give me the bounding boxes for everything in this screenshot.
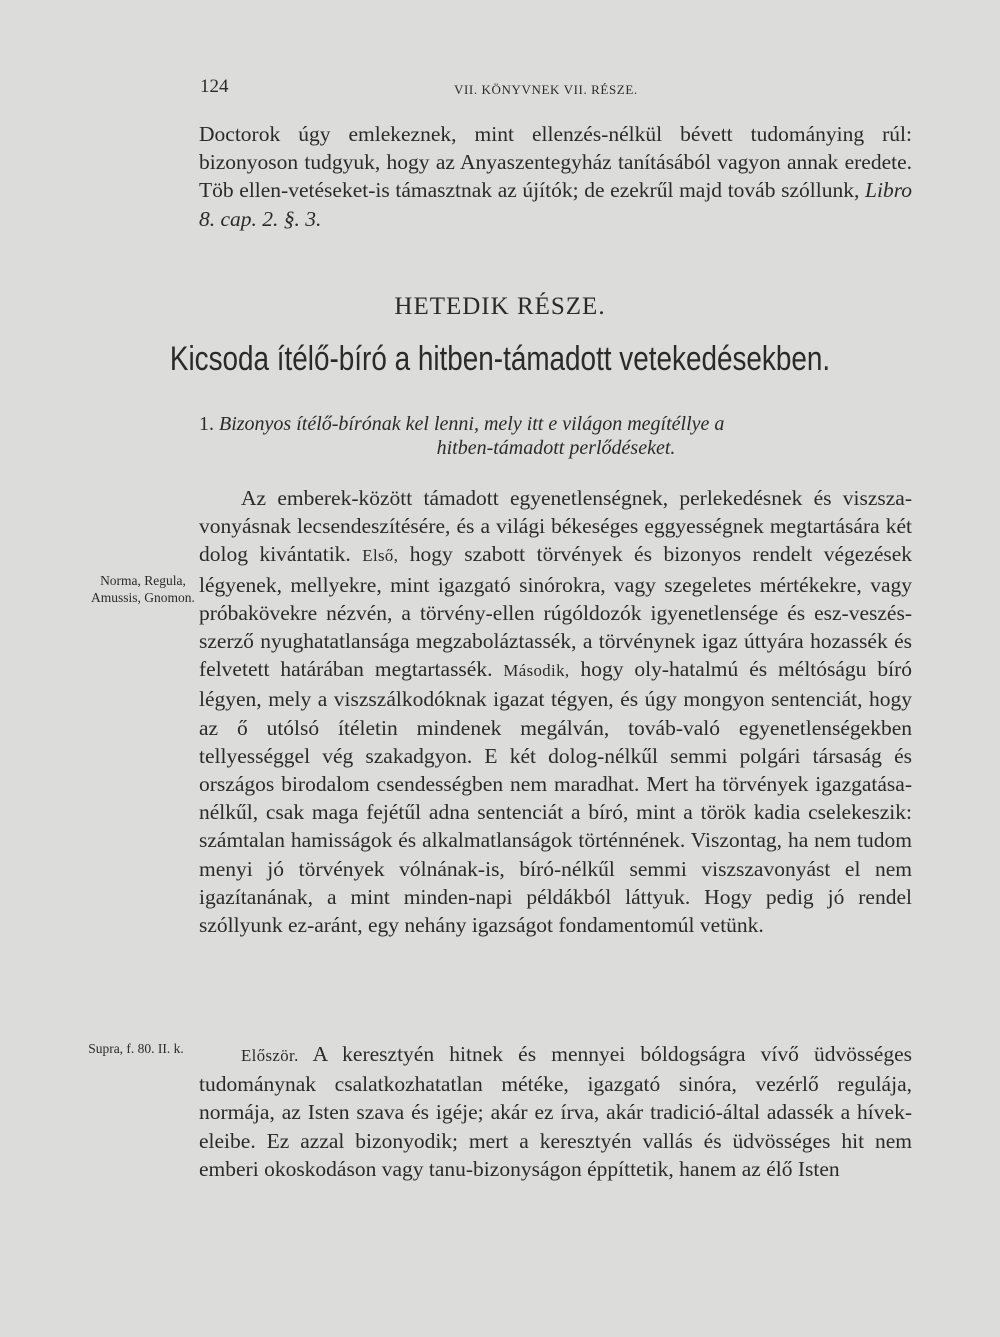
- margin-note-norma: Norma, Regula, Amussis, Gnomon.: [91, 573, 195, 605]
- margin-note-supra: Supra, f. 80. II. k.: [88, 1041, 184, 1056]
- intro-text: Doctorok úgy emlekeznek, mint ellenzés-nélkül bévett tudománying rúl: bizonyoson tudgyuk, hogy az Anyaszentegyház tanításából vagyon annak eredete. Töb ellen-vetéseket-is támasztnak az újítók; de ezekrűl majd továb szóllunk,: [199, 122, 912, 203]
- paragraph-1-part-3: hogy oly-hatalmú és méltóságu bíró légyen, mely a viszszálkodóknak igazat tégyen, és úgy mongyon sentenciát, hogy az ő utólsó ítéletin mindenek megálván, továb-való egyenetlenségekben tellyességgel vég szakadgyon. E két dolog-nélkűl semmi polgári társaság és országos birodalom csendességben nem maradhat. Mert ha törvények igazgatása-nélkűl, csak maga fejétűl adna sentenciát a bíró, mint a török kadia cselekeszik: számtalan hamisságok és alkalmatlanságok történnének. Viszontag, ha nem tudom menyi jó törvények vólnának-is, bíró-nélkűl semmi viszszavonyást el nem igazítanának, a mint minden-napi példákból láttyuk. Hogy pedig jó rendel szóllyunk ez-aránt, egy nehány igazságot fondamentomúl vetünk.: [199, 657, 912, 938]
- chapter-heading: HETEDIK RÉSZE.: [394, 293, 606, 320]
- keyword-first: Első,: [362, 546, 399, 566]
- keyword-firstly: Először.: [241, 1046, 299, 1065]
- paragraph-1-part-1: Az emberek-között támadott egyenetlenségnek, perlekedésnek és viszsza-vonyásnak lecsendeszítésére, és a világi békeséges eggyességnek megtartására két dolog kivántatik.: [199, 486, 912, 567]
- chapter-title: Kicsoda ítélő-bíró a hitben-támadott vetekedésekben.: [169, 340, 831, 378]
- intro-paragraph: [199, 120, 912, 233]
- section-heading: [199, 412, 913, 460]
- section-line-1: [199, 413, 724, 435]
- section-line-1-text: Bizonyos ítélő-bírónak kel lenni, mely itt e világon megítéllye a: [219, 413, 725, 435]
- paragraph-1-part-2: hogy szabott törvények és bizonyos rendelt végezések légyenek, mellyekre, mint igazgató sinórokra, vagy szegeletes mértékekre, vagy próbakövekre nézvén, a törvény-ellen rúgóldozók igyenetlensége és esz-veszés-szerző nyughatatlansága megzaboláztassék, a törvénynek igaz úttyára hozassék és felvetett határában megtartassék.: [199, 542, 913, 682]
- section-number: 1.: [199, 413, 214, 435]
- running-head: VII. KÖNYVNEK VII. RÉSZE.: [454, 82, 638, 97]
- body-paragraph-1: [199, 484, 912, 939]
- body-paragraph-2: [199, 1040, 912, 1183]
- intro-reference: Libro 8. cap. 2. §. 3.: [199, 178, 913, 231]
- page-header: [0, 72, 1000, 102]
- keyword-second: Második,: [503, 661, 570, 681]
- page-number: 124: [200, 76, 229, 97]
- paragraph-2-text: A keresztyén hitnek és mennyei bóldogságra vívő üdvösséges tudománynak csalatkozhatatlan météke, igazgató sinóra, vezérlő regulája, normája, az Isten szava és igéje; akár ez írva, akár tradició-által adassék a hívek-eleibe. Ez azzal bizonyodik; mert a keresztyén vallás és üdvösséges hit nem emberi okoskodáson vagy tanu-bizonyságon éppíttetik, hanem az élő Isten: [199, 1042, 912, 1181]
- section-line-2: hitben-támadott perlődéseket.: [436, 437, 676, 459]
